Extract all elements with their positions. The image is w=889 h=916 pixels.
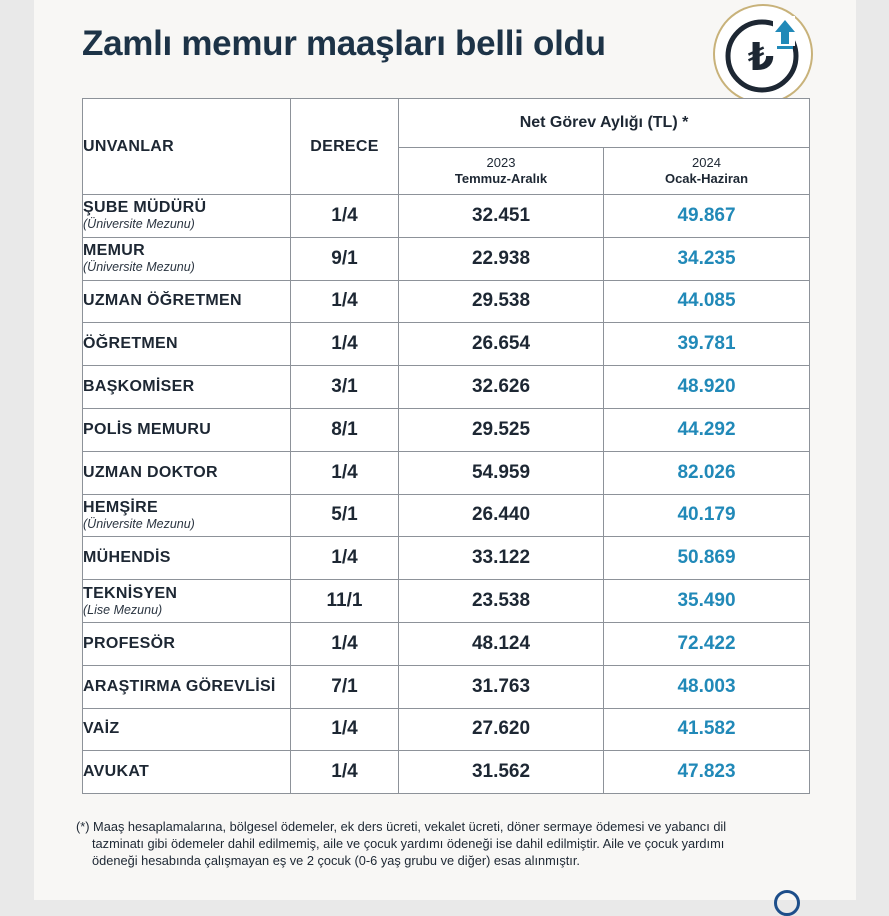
title-cell	[83, 408, 291, 451]
salary-2023-cell: 29.525	[399, 408, 604, 451]
table-row	[83, 237, 810, 280]
table-row	[83, 408, 810, 451]
header-range-2024: Ocak-Haziran	[664, 171, 749, 186]
salary-table	[82, 98, 810, 794]
salary-2023-cell: 22.938	[399, 237, 604, 280]
grade-cell: 3/1	[291, 366, 399, 409]
header-unvanlar: UNVANLAR	[83, 99, 291, 195]
job-title: ÖĞRETMEN	[83, 335, 178, 353]
grade-cell: 1/4	[291, 751, 399, 794]
grade-cell: 1/4	[291, 451, 399, 494]
footnote-line: tazminatı gibi ödemeler dahil edilmemiş, aile ve çocuk yardımı ödeneği ise dahil edilmiştir. Aile ve çocuk yardımı	[92, 836, 725, 851]
table-row	[83, 580, 810, 623]
table-row	[83, 751, 810, 794]
salary-2023-cell: 26.654	[399, 323, 604, 366]
education-note: (Üniversite Mezunu)	[83, 516, 195, 531]
grade-cell: 1/4	[291, 622, 399, 665]
grade-cell: 5/1	[291, 494, 399, 537]
title-cell	[83, 366, 291, 409]
table-row	[83, 366, 810, 409]
salary-2024-cell: 44.292	[604, 408, 810, 451]
grade-cell: 1/4	[291, 708, 399, 751]
job-title: MÜHENDİS	[83, 549, 171, 567]
education-note: (Üniversite Mezunu)	[83, 260, 195, 275]
table-row	[83, 665, 810, 708]
education-note: (Lise Mezunu)	[83, 602, 163, 617]
salary-2024-cell: 47.823	[604, 751, 810, 794]
salary-2024-cell: 44.085	[604, 280, 810, 323]
salary-2023-cell: 31.562	[399, 751, 604, 794]
table-row	[83, 537, 810, 580]
job-title: UZMAN ÖĞRETMEN	[83, 292, 242, 310]
header-derece: DERECE	[291, 99, 399, 195]
table-row	[83, 280, 810, 323]
job-title: VAİZ	[83, 720, 120, 738]
table-row	[83, 494, 810, 537]
grade-cell: 1/4	[291, 537, 399, 580]
salary-2023-cell: 32.451	[399, 195, 604, 238]
title-cell	[83, 537, 291, 580]
salary-2023-cell: 31.763	[399, 665, 604, 708]
salary-2024-cell: 35.490	[604, 580, 810, 623]
header-net-gorev-ayligi: Net Görev Aylığı (TL) *	[399, 99, 810, 148]
footnote-line: ödeneği hesabında çalışmayan eş ve 2 çocuk (0-6 yaş grubu ve diğer) esas alınmıştır.	[92, 853, 580, 868]
table-row	[83, 451, 810, 494]
salary-2024-cell: 39.781	[604, 323, 810, 366]
salary-2024-cell: 82.026	[604, 451, 810, 494]
table-row	[83, 622, 810, 665]
grade-cell: 8/1	[291, 408, 399, 451]
title-cell	[83, 323, 291, 366]
grade-cell: 1/4	[291, 195, 399, 238]
header-range-2023: Temmuz-Aralık	[454, 171, 548, 186]
title-cell	[83, 494, 291, 537]
grade-cell: 11/1	[291, 580, 399, 623]
page-title: Zamlı memur maaşları belli oldu	[82, 24, 606, 63]
grade-cell: 9/1	[291, 237, 399, 280]
title-cell	[83, 622, 291, 665]
title-cell	[83, 751, 291, 794]
job-title: BAŞKOMİSER	[83, 378, 195, 396]
job-title: MEMUR	[83, 242, 145, 260]
grade-cell: 1/4	[291, 280, 399, 323]
footnote	[76, 818, 806, 869]
salary-2023-cell: 29.538	[399, 280, 604, 323]
salary-2023-cell: 54.959	[399, 451, 604, 494]
salary-2023-cell: 27.620	[399, 708, 604, 751]
table-row	[83, 323, 810, 366]
header-year-2024: 2024	[692, 155, 721, 170]
salary-2024-cell: 34.235	[604, 237, 810, 280]
header-period-2023	[399, 148, 604, 195]
salary-2023-cell: 33.122	[399, 537, 604, 580]
job-title: POLİS MEMURU	[83, 420, 212, 438]
title-cell	[83, 237, 291, 280]
title-cell	[83, 580, 291, 623]
salary-2024-cell: 50.869	[604, 537, 810, 580]
salary-2024-cell: 41.582	[604, 708, 810, 751]
job-title: HEMŞİRE	[83, 498, 158, 516]
table-row	[83, 708, 810, 751]
job-title: ŞUBE MÜDÜRÜ	[83, 199, 207, 217]
title-cell	[83, 280, 291, 323]
title-cell	[83, 665, 291, 708]
corner-logo-icon	[774, 890, 800, 916]
footnote-line: (*) Maaş hesaplamalarına, bölgesel ödemeler, ek ders ücreti, vekalet ücreti, döner sermaye ödemesi ve yabancı dil	[76, 819, 727, 834]
job-title: AVUKAT	[83, 763, 150, 781]
grade-cell: 1/4	[291, 323, 399, 366]
job-title: TEKNİSYEN	[83, 584, 178, 602]
salary-2024-cell: 48.920	[604, 366, 810, 409]
salary-2024-cell: 72.422	[604, 622, 810, 665]
salary-2023-cell: 32.626	[399, 366, 604, 409]
header-year-2023: 2023	[486, 155, 516, 170]
lira-glyph: ₺	[747, 35, 775, 79]
salary-2024-cell: 49.867	[604, 195, 810, 238]
education-note: (Üniversite Mezunu)	[83, 217, 195, 232]
salary-2023-cell: 26.440	[399, 494, 604, 537]
job-title: PROFESÖR	[83, 634, 176, 652]
salary-2023-cell: 48.124	[399, 622, 604, 665]
title-cell	[83, 195, 291, 238]
salary-2024-cell: 40.179	[604, 494, 810, 537]
header-period-2024	[604, 148, 810, 195]
table-row	[83, 195, 810, 238]
salary-2024-cell: 48.003	[604, 665, 810, 708]
salary-2023-cell: 23.538	[399, 580, 604, 623]
title-cell	[83, 708, 291, 751]
title-cell	[83, 451, 291, 494]
job-title: ARAŞTIRMA GÖREVLİSİ	[83, 677, 276, 695]
job-title: UZMAN DOKTOR	[83, 463, 218, 481]
lira-increase-icon	[715, 6, 811, 102]
grade-cell: 7/1	[291, 665, 399, 708]
